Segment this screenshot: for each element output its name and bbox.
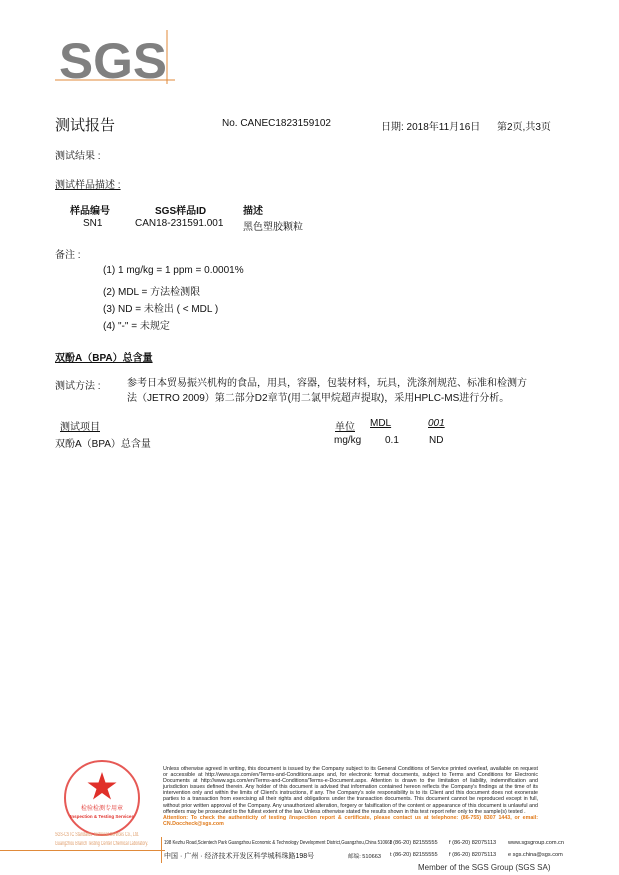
page-indicator: 第2页,共3页 — [497, 122, 551, 133]
sample-desc-label: 测试样品描述 : — [55, 180, 121, 191]
postcode-cn: 邮编: 510663 — [348, 854, 381, 860]
result-cell-unit: mg/kg — [334, 435, 362, 446]
sgs-logo — [55, 28, 175, 84]
result-cell-item: 双酚A（BPA）总含量 — [55, 439, 151, 450]
official-stamp — [62, 758, 142, 838]
note-item: (3) ND = 未检出 ( < MDL ) — [103, 304, 219, 315]
result-header-unit: 单位 — [335, 422, 355, 433]
result-cell-mdl: 0.1 — [385, 435, 399, 446]
sample-cell-id: CAN18-231591.001 — [135, 218, 224, 229]
note-item: (1) 1 mg/kg = 1 ppm = 0.0001% — [103, 265, 244, 276]
company-name-en: SGS-CSTC Standards Technical Services Co., Ltd. — [55, 832, 140, 838]
member-text: Member of the SGS Group (SGS SA) — [418, 863, 551, 872]
website-link[interactable]: www.sgsgroup.com.cn — [508, 840, 564, 846]
svg-text:Inspection & Testing Services: Inspection & Testing Services — [70, 814, 134, 819]
result-header-sample: 001 — [428, 418, 445, 429]
telephone: t (86-20) 82155555 — [390, 840, 438, 846]
address-en: 198 Kezhu Road,Scientech Park Guangzhou Economic & Technology Development District,Guangzhou,China 510663 — [164, 840, 393, 846]
report-date: 日期: 2018年11月16日 — [381, 122, 481, 133]
result-header-item: 测试项目 — [60, 422, 100, 433]
report-number: No. CANEC1823159102 — [222, 118, 331, 129]
section-title: 双酚A（BPA）总含量 — [55, 353, 153, 364]
method-line: 法（JETRO 2009）第二部分D2章节(用二氯甲烷超声提取)，采用HPLC-MS进行分析。 — [127, 393, 510, 404]
svg-text:SGS: SGS — [59, 33, 167, 84]
sample-cell-desc: 黑色塑胶颗粒 — [243, 222, 303, 233]
fax-2: f (86-20) 82075113 — [449, 852, 497, 858]
sample-cell-no: SN1 — [83, 218, 103, 229]
notes-label: 备注 : — [55, 250, 81, 261]
lab-name-en: Guangzhou Branch Testing Center Chemical Laboratory. — [55, 841, 149, 847]
note-item: (2) MDL = 方法检测限 — [103, 287, 201, 298]
disclaimer: Unless otherwise agreed in writing, this document is issued by the Company subject to its General Conditions of Service printed overleaf, available on request or accessible at http://www.sgs.com/en/Terms-and-Conditions.aspx and, for electronic format documents, subject to Terms and Conditions for Electronic Documents at http://www.sgs.com/en/Terms-and-Conditions/Terms-e-Document.aspx. Attention is drawn to the limitation of liability, indemnification and jurisdiction issues defined therein. Any holder of this document is advised that information contained hereon reflects the Company's findings at the time of its intervention only and within the limits of Client's instructions, if any. The Company's sole responsibility is to its Client and this document does not exonerate parties to a transaction from exercising all their rights and obligations under the transaction documents. This document cannot be reproduced except in full, without prior written approval of the Company. Any unauthorized alteration, forgery or falsification of the content or appearance of this document is unlawful and offenders may be prosecuted to the fullest extent of the law. Unless otherwise stated the results shown in this test report refer only to the sample(s) tested . Attention: To check the authenticity of testing /inspection report & certificate, please contact us at telephone: (86-755) 8307 1443, or email: CN.Doccheck@sgs.com — [163, 766, 538, 827]
email-link[interactable]: e sgs.china@sgs.com — [508, 852, 563, 858]
method-label: 测试方法 : — [55, 381, 101, 392]
page-title: 测试报告 — [55, 117, 116, 134]
footer-line — [0, 850, 165, 851]
sample-header-no: 样品编号 — [70, 206, 110, 217]
method-line: 参考日本贸易振兴机构的食品，用具，容器，包装材料，玩具，洗涤剂规范、标准和检测方 — [127, 378, 527, 389]
result-cell-value: ND — [429, 435, 444, 446]
result-header-mdl: MDL — [370, 418, 392, 429]
authenticity-notice: Attention: To check the authenticity of testing /inspection report & certificate, please contact us at telephone: (86-755) 8307 1443, or email: CN.Doccheck@sgs.com — [163, 814, 538, 827]
address-cn: 中国 · 广州 · 经济技术开发区科学城科珠路198号 — [164, 853, 315, 860]
sample-header-desc: 描述 — [243, 206, 263, 217]
results-label: 测试结果 : — [55, 151, 101, 162]
note-item: (4) "-" = 未规定 — [103, 321, 170, 332]
svg-text:检验检测专用章: 检验检测专用章 — [80, 805, 124, 812]
telephone-2: t (86-20) 82155555 — [390, 852, 438, 858]
sample-header-id: SGS样品ID — [155, 206, 207, 217]
fax: f (86-20) 82075113 — [449, 840, 497, 846]
